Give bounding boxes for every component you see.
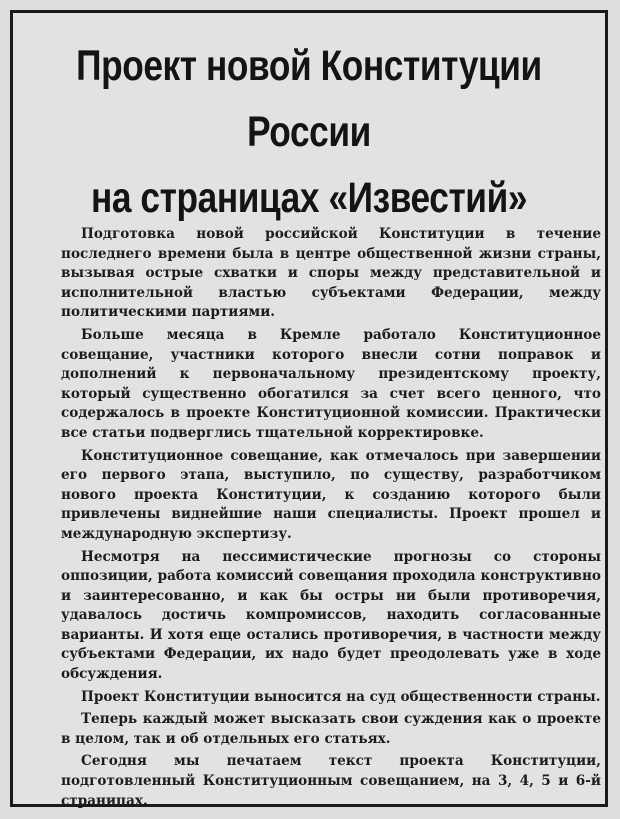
paragraph-4: Несмотря на пессимистические прогнозы со стороны оппозиции, работа комиссий совещания проходила конструктивно и заинтересованно, и как бы остры ни были противоречия, удавалось достичь компромиссов, находить согласованные варианты. И хотя еще остались противоречия, в частности между субъектами Федерации, их надо будет преодолевать уже в ходе обсуждения. (61, 548, 601, 683)
paragraph-7: Сегодня мы печатаем текст проекта Конституции, подготовленный Конституционным совещанием, на 3, 4, 5 и 6-й страницах. (61, 753, 601, 809)
paragraph-1: Подготовка новой российской Конституции в течение последнего времени была в центре общественной жизни страны, вызывая острые схватки и споры между представительной и исполнительной властью субъектами Федерации, между политическими партиями. (61, 226, 601, 321)
article-body (61, 225, 601, 814)
headline-line-1: Проект новой Конституции (76, 42, 542, 90)
paragraph-5: Проект Конституции выносится на суд общественности страны. (81, 688, 601, 705)
paragraph-3: Конституционное совещание, как отмечалось при завершении его первого этапа, выступило, по существу, разработчиком нового проекта Конституции, к созданию которого были привлечены виднейшие наши специалисты. Проект прошел и международную экспертизу. (61, 447, 601, 542)
paragraph-6: Теперь каждый может высказать свои суждения как о проекте в целом, так и об отдельных его статьях. (61, 711, 601, 747)
article-frame (10, 10, 608, 807)
article-headline (66, 33, 551, 231)
headline-line-3: на страницах «Известий» (90, 174, 528, 222)
paragraph-2: Больше месяца в Кремле работало Конституционное совещание, участники которого внесли сотни поправок и дополнений к первоначальному президентскому проекту, который существенно обогатился за счет всего ценного, что содержалось в проекте Конституционной комиссии. Практически все статьи подверглись тщательной корректировке. (61, 326, 601, 441)
headline-line-2: России (247, 108, 371, 156)
